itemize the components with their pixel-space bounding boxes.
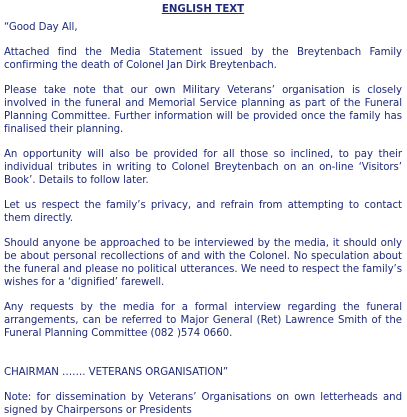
document-heading: ENGLISH TEXT	[161, 4, 245, 15]
document-page	[4, 0, 402, 417]
paragraph-media-interviews: Should anyone be approached to be interviewed by the media, it should only be about personal recollections of and with the Colonel. No speculation about the funeral and please no political utterances. We need to respect the family’s wishes for a ‘dignified’ farewell.	[4, 238, 402, 288]
signature-line: CHAIRMAN ……. VETERANS ORGANISATION”	[4, 367, 229, 378]
paragraph-veterans-involvement: Please take note that our own Military Veterans’ organisation is closely involved in the funeral and Memorial Service planning as part of the Funeral Planning Committee. Further information will be provided once the family has finalised their planning.	[4, 85, 402, 135]
paragraph-media-statement: Attached find the Media Statement issued by the Breytenbach Family confirming the death of Colonel Jan Dirk Breytenbach.	[4, 47, 402, 71]
paragraph-media-requests: Any requests by the media for a formal interview regarding the funeral arrangements, can be referred to Major General (Ret) Lawrence Smith of the Funeral Planning Committee (082 )574 0660.	[4, 302, 402, 339]
greeting: “Good Day All,	[4, 22, 78, 33]
paragraph-privacy: Let us respect the family’s privacy, and refrain from attempting to contact them directly.	[4, 200, 402, 224]
dissemination-note: Note: for dissemination by Veterans’ Organisations on own letterheads and signed by Chairpersons or Presidents	[4, 392, 402, 416]
paragraph-visitors-book: An opportunity will also be provided for all those so inclined, to pay their individual tributes in writing to Colonel Breytenbach on an on-line ‘Visitors’ Book’. Details to follow later.	[4, 149, 402, 186]
